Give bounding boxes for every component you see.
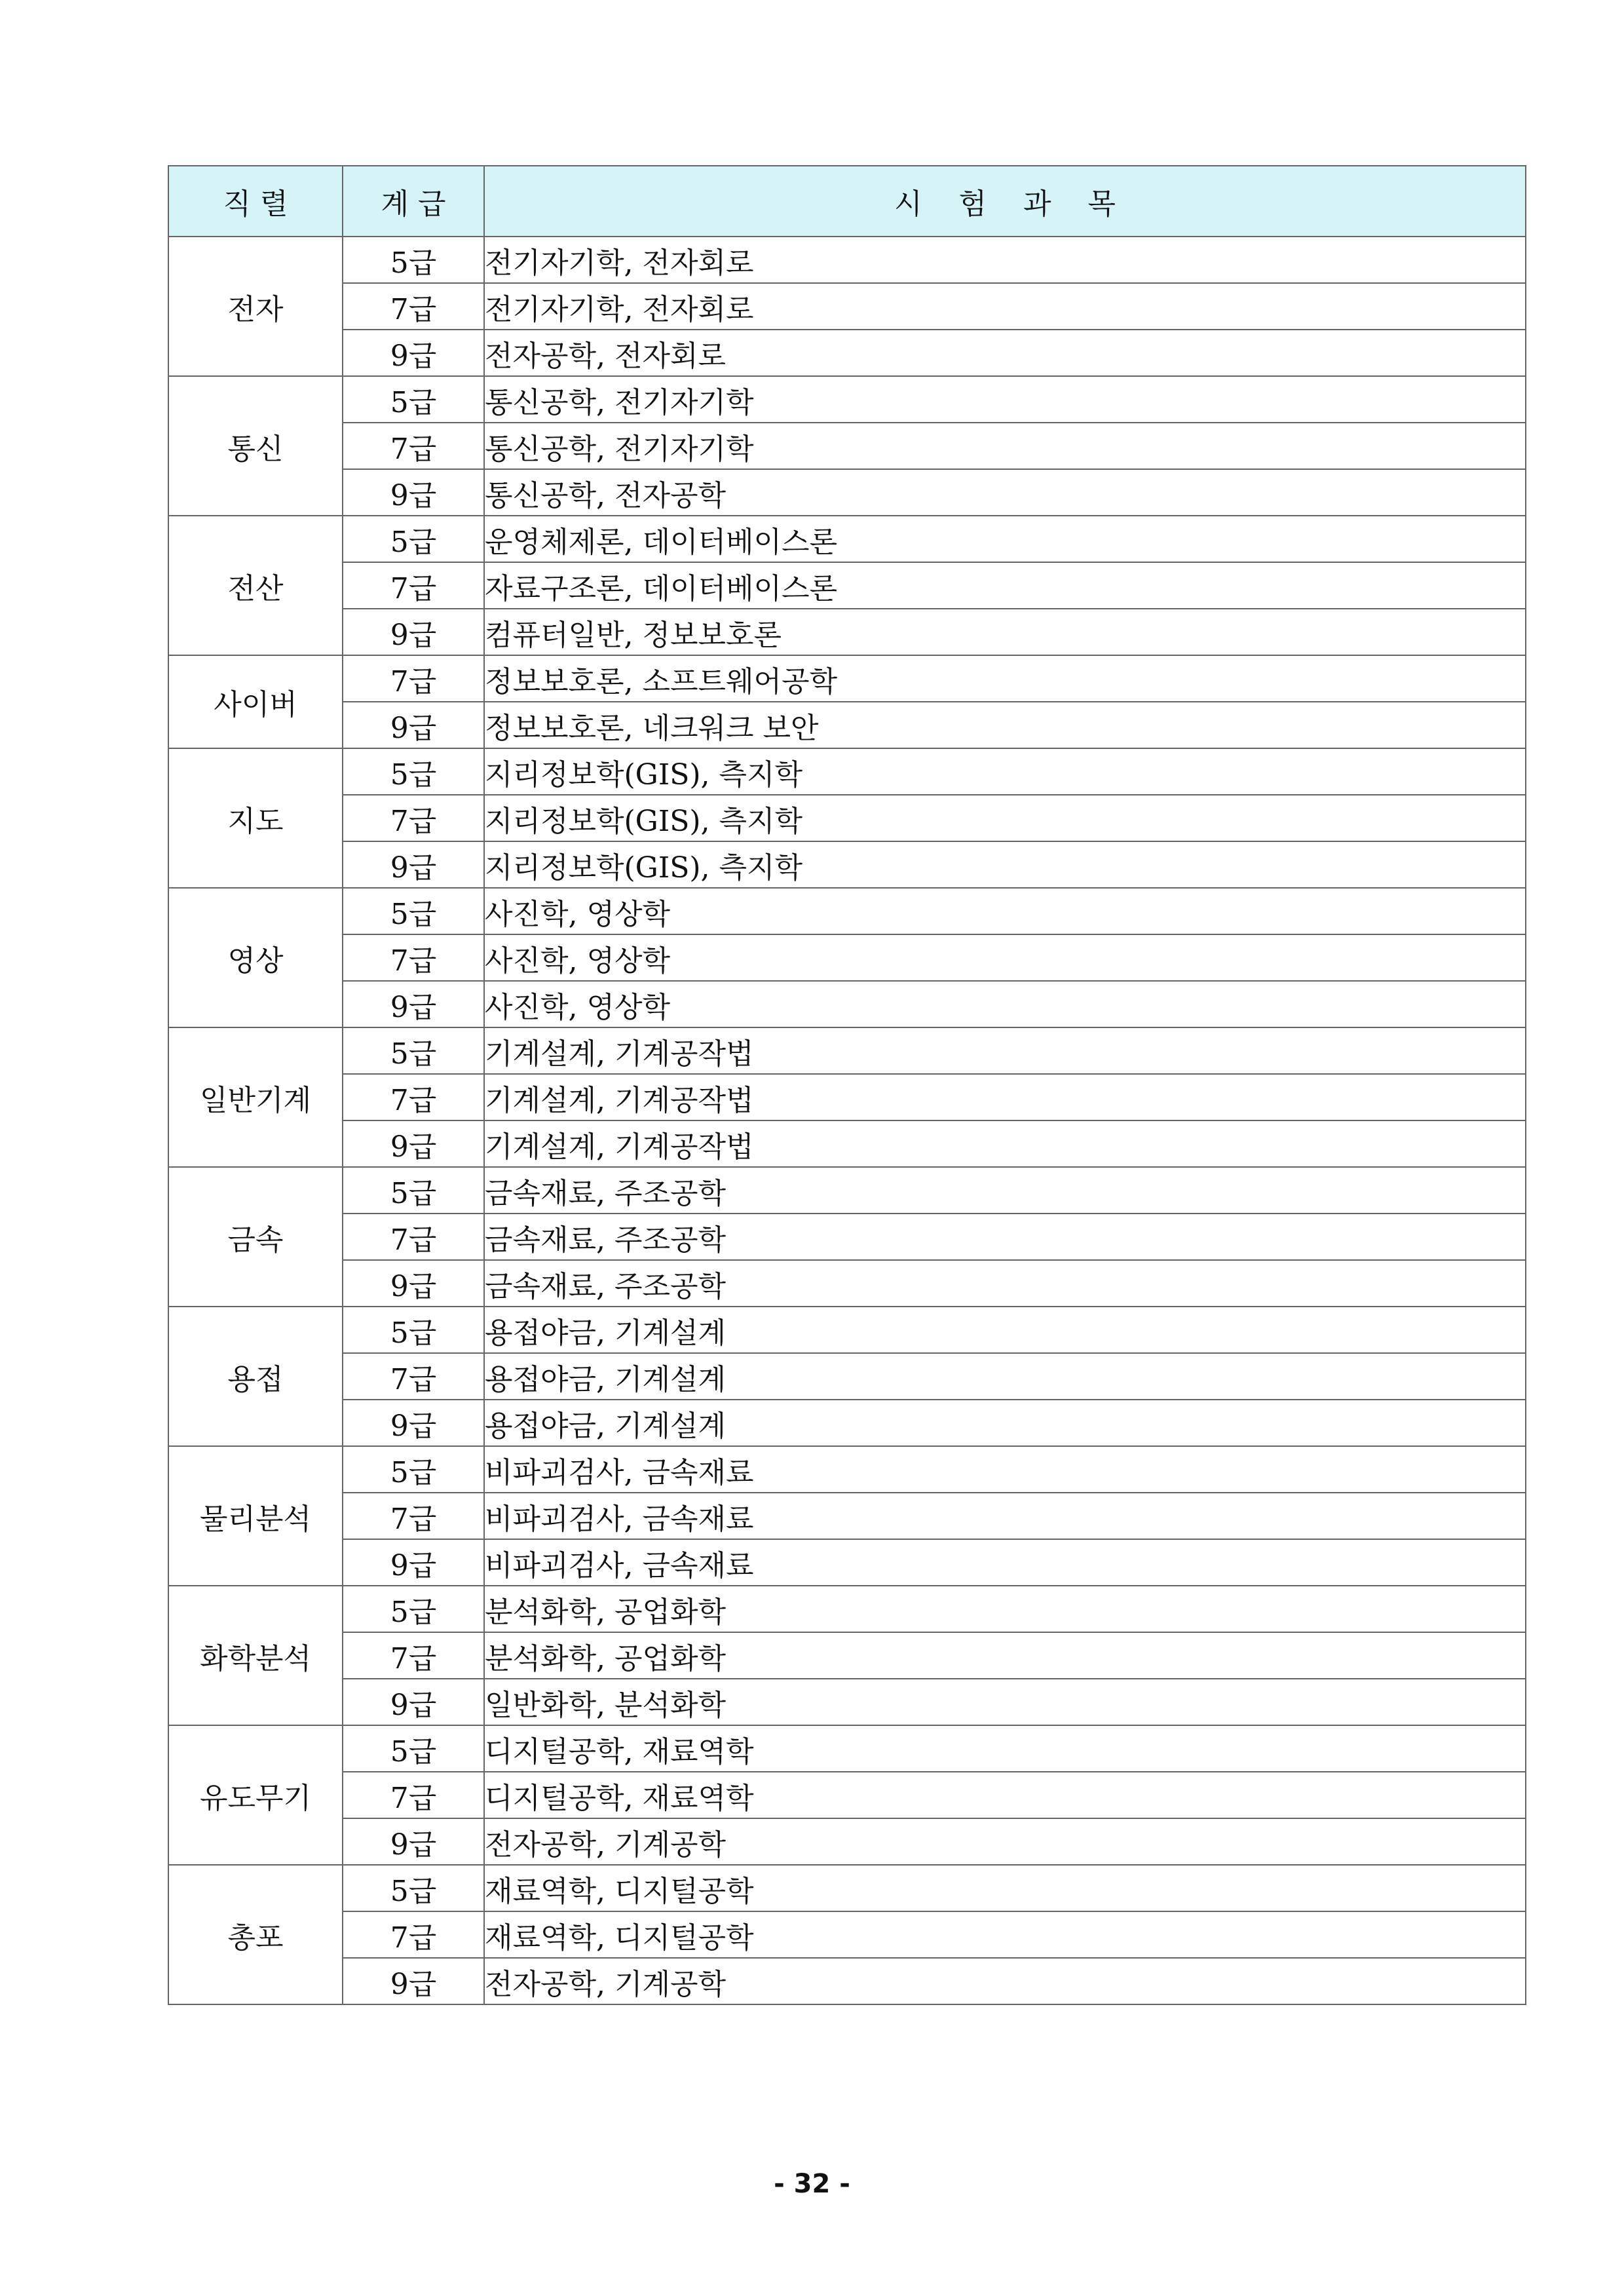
series-cell: 금속 xyxy=(168,1167,343,1307)
grade-cell: 5급 xyxy=(343,1725,484,1772)
table-row xyxy=(168,423,1526,469)
grade-cell: 7급 xyxy=(343,1632,484,1679)
subjects-cell: 분석화학, 공업화학 xyxy=(484,1586,1526,1632)
grade-cell: 9급 xyxy=(343,469,484,516)
grade-cell: 9급 xyxy=(343,609,484,655)
grade-cell: 7급 xyxy=(343,1214,484,1260)
subjects-cell: 전기자기학, 전자회로 xyxy=(484,283,1526,330)
grade-cell: 9급 xyxy=(343,1120,484,1167)
grade-cell: 5급 xyxy=(343,888,484,934)
subjects-cell: 기계설계, 기계공작법 xyxy=(484,1120,1526,1167)
header-series: 직 렬 xyxy=(168,166,343,237)
exam-subjects-table xyxy=(168,165,1526,2005)
table-row xyxy=(168,562,1526,609)
grade-cell: 5급 xyxy=(343,1865,484,1911)
table-row xyxy=(168,1911,1526,1958)
grade-cell: 5급 xyxy=(343,1167,484,1214)
subjects-cell: 용접야금, 기계설계 xyxy=(484,1307,1526,1353)
subjects-cell: 지리정보학(GIS), 측지학 xyxy=(484,841,1526,888)
grade-cell: 7급 xyxy=(343,562,484,609)
page-number: - 32 - xyxy=(774,2169,850,2199)
table-row xyxy=(168,330,1526,376)
grade-cell: 9급 xyxy=(343,702,484,748)
subjects-cell: 일반화학, 분석화학 xyxy=(484,1679,1526,1725)
subjects-cell: 전기자기학, 전자회로 xyxy=(484,237,1526,283)
table-row xyxy=(168,655,1526,702)
grade-cell: 7급 xyxy=(343,1772,484,1818)
grade-cell: 9급 xyxy=(343,330,484,376)
table-body xyxy=(168,237,1526,2004)
table-row xyxy=(168,237,1526,283)
series-cell: 전자 xyxy=(168,237,343,376)
grade-cell: 7급 xyxy=(343,934,484,981)
header-subjects: 시 험 과 목 xyxy=(484,166,1526,237)
table-row xyxy=(168,1120,1526,1167)
grade-cell: 9급 xyxy=(343,981,484,1027)
series-cell: 영상 xyxy=(168,888,343,1027)
grade-cell: 5급 xyxy=(343,376,484,423)
grade-cell: 9급 xyxy=(343,841,484,888)
grade-cell: 7급 xyxy=(343,1493,484,1539)
grade-cell: 7급 xyxy=(343,795,484,841)
table-row xyxy=(168,1353,1526,1400)
subjects-cell: 정보보호론, 소프트웨어공학 xyxy=(484,655,1526,702)
table-row xyxy=(168,748,1526,795)
grade-cell: 9급 xyxy=(343,1958,484,2004)
grade-cell: 5급 xyxy=(343,1446,484,1493)
series-cell: 화학분석 xyxy=(168,1586,343,1725)
table-row xyxy=(168,283,1526,330)
subjects-cell: 비파괴검사, 금속재료 xyxy=(484,1446,1526,1493)
table-row xyxy=(168,1400,1526,1446)
subjects-cell: 지리정보학(GIS), 측지학 xyxy=(484,795,1526,841)
series-cell: 지도 xyxy=(168,748,343,888)
subjects-cell: 분석화학, 공업화학 xyxy=(484,1632,1526,1679)
series-cell: 총포 xyxy=(168,1865,343,2004)
subjects-cell: 디지털공학, 재료역학 xyxy=(484,1725,1526,1772)
grade-cell: 7급 xyxy=(343,283,484,330)
grade-cell: 5급 xyxy=(343,1586,484,1632)
grade-cell: 5급 xyxy=(343,748,484,795)
table-row xyxy=(168,1307,1526,1353)
table-row xyxy=(168,1493,1526,1539)
subjects-cell: 비파괴검사, 금속재료 xyxy=(484,1539,1526,1586)
subjects-cell: 통신공학, 전자공학 xyxy=(484,469,1526,516)
grade-cell: 9급 xyxy=(343,1400,484,1446)
table-row xyxy=(168,1632,1526,1679)
table-row xyxy=(168,1586,1526,1632)
table-row xyxy=(168,841,1526,888)
subjects-cell: 비파괴검사, 금속재료 xyxy=(484,1493,1526,1539)
series-cell: 용접 xyxy=(168,1307,343,1446)
subjects-cell: 운영체제론, 데이터베이스론 xyxy=(484,516,1526,562)
subjects-cell: 사진학, 영상학 xyxy=(484,888,1526,934)
subjects-cell: 디지털공학, 재료역학 xyxy=(484,1772,1526,1818)
subjects-cell: 지리정보학(GIS), 측지학 xyxy=(484,748,1526,795)
table-row xyxy=(168,516,1526,562)
table-row xyxy=(168,1214,1526,1260)
grade-cell: 7급 xyxy=(343,1074,484,1120)
table-row xyxy=(168,702,1526,748)
subjects-cell: 통신공학, 전기자기학 xyxy=(484,423,1526,469)
grade-cell: 7급 xyxy=(343,655,484,702)
subjects-cell: 사진학, 영상학 xyxy=(484,934,1526,981)
table-row xyxy=(168,609,1526,655)
subjects-cell: 통신공학, 전기자기학 xyxy=(484,376,1526,423)
table-row xyxy=(168,1167,1526,1214)
table-row xyxy=(168,1725,1526,1772)
subjects-cell: 기계설계, 기계공작법 xyxy=(484,1027,1526,1074)
table-row xyxy=(168,1027,1526,1074)
subjects-cell: 용접야금, 기계설계 xyxy=(484,1400,1526,1446)
grade-cell: 5급 xyxy=(343,516,484,562)
table-row xyxy=(168,1865,1526,1911)
table-row xyxy=(168,1772,1526,1818)
table-row xyxy=(168,1074,1526,1120)
grade-cell: 7급 xyxy=(343,1353,484,1400)
grade-cell: 5급 xyxy=(343,1307,484,1353)
subjects-cell: 전자공학, 기계공학 xyxy=(484,1818,1526,1865)
table-row xyxy=(168,469,1526,516)
subjects-cell: 사진학, 영상학 xyxy=(484,981,1526,1027)
subjects-cell: 금속재료, 주조공학 xyxy=(484,1214,1526,1260)
grade-cell: 9급 xyxy=(343,1679,484,1725)
series-cell: 유도무기 xyxy=(168,1725,343,1865)
table-row xyxy=(168,934,1526,981)
subjects-cell: 전자공학, 기계공학 xyxy=(484,1958,1526,2004)
series-cell: 통신 xyxy=(168,376,343,516)
table-row xyxy=(168,1818,1526,1865)
subjects-cell: 금속재료, 주조공학 xyxy=(484,1167,1526,1214)
series-cell: 전산 xyxy=(168,516,343,655)
grade-cell: 9급 xyxy=(343,1260,484,1307)
table-row xyxy=(168,888,1526,934)
table-row xyxy=(168,1958,1526,2004)
table-row xyxy=(168,1446,1526,1493)
table-header-row xyxy=(168,166,1526,237)
grade-cell: 9급 xyxy=(343,1539,484,1586)
table-row xyxy=(168,376,1526,423)
subjects-cell: 컴퓨터일반, 정보보호론 xyxy=(484,609,1526,655)
subjects-cell: 자료구조론, 데이터베이스론 xyxy=(484,562,1526,609)
header-grade: 계 급 xyxy=(343,166,484,237)
table-row xyxy=(168,1679,1526,1725)
subjects-cell: 용접야금, 기계설계 xyxy=(484,1353,1526,1400)
subjects-cell: 금속재료, 주조공학 xyxy=(484,1260,1526,1307)
subjects-cell: 재료역학, 디지털공학 xyxy=(484,1865,1526,1911)
grade-cell: 5급 xyxy=(343,237,484,283)
subjects-cell: 기계설계, 기계공작법 xyxy=(484,1074,1526,1120)
series-cell: 사이버 xyxy=(168,655,343,748)
grade-cell: 7급 xyxy=(343,1911,484,1958)
table-row xyxy=(168,795,1526,841)
table-row xyxy=(168,1539,1526,1586)
series-cell: 물리분석 xyxy=(168,1446,343,1586)
subjects-cell: 정보보호론, 네크워크 보안 xyxy=(484,702,1526,748)
table-row xyxy=(168,1260,1526,1307)
subjects-cell: 재료역학, 디지털공학 xyxy=(484,1911,1526,1958)
subjects-cell: 전자공학, 전자회로 xyxy=(484,330,1526,376)
grade-cell: 5급 xyxy=(343,1027,484,1074)
series-cell: 일반기계 xyxy=(168,1027,343,1167)
table-row xyxy=(168,981,1526,1027)
grade-cell: 9급 xyxy=(343,1818,484,1865)
grade-cell: 7급 xyxy=(343,423,484,469)
